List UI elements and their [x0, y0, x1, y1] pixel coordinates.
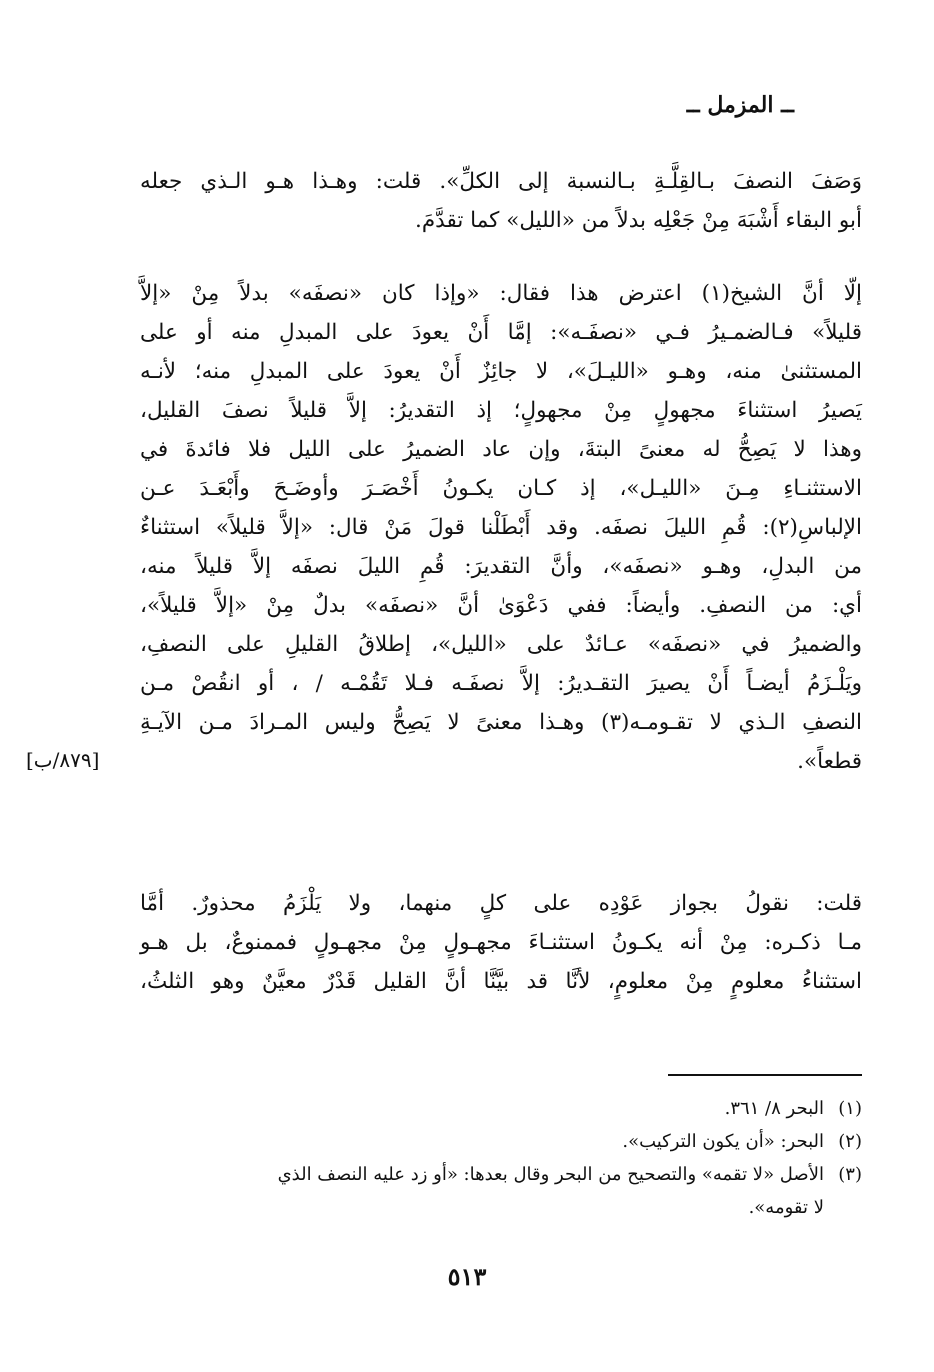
text-line: وَصَفَ النصفَ بـالقِلَّـةِ بـالنسبة إلى الكلِّ». قلت: وهـذا هـو الـذي جعله [140, 169, 862, 194]
footnote-number: (١) [838, 1098, 862, 1119]
text-line: مـا ذكـره: مِنْ أنه يكـونُ استثنـاءَ مجهـولٍ مِنْ مجهـولٍ فممنوعٌ، بل هـو [140, 930, 862, 955]
text-line: ويَلْـزَمُ أيضـاً أَنْ يصيرَ التقـديرُ: إلاَّ نصفَـه فـلا تَقُمْـه / ، أو انقُصْ مـن [140, 671, 862, 696]
text-line: من البدلِ، وهـو «نصفَه»، وأنَّ التقديرَ: قُمِ الليلَ نصفَه إلاَّ قليلاً منه، [140, 554, 862, 579]
text-line: أي: من النصفِ. وأيضاً: ففي دَعْوَىٰ أنَّ «نصفَه» بدلٌ مِنْ «إلاَّ قليلاً»، [140, 593, 862, 618]
text-line: الاستثنـاءِ مِـنَ «الليـل»، إذ كـان يكـونُ أَخْصَـرَ وأوضَـحَ وأَبْعَـدَ عـن [140, 476, 862, 501]
text-line: قطعاً». [797, 749, 862, 774]
footnote-1 [140, 1092, 862, 1125]
footnote-text: البحر: «أن يكون التركيب». [622, 1131, 824, 1152]
text-line: قليلاً» فـالضمـيرُ فـي «نصفَـه»: إمَّا أَنْ يعودَ على المبدلِ منه أو على [140, 320, 862, 345]
text-line: استثناءُ معلومٍ مِنْ معلومٍ، لأنَّا قد بيَّنَّا أنَّ القليل قَدْرٌ معيَّنٌ وهو الثلثُ، [140, 969, 862, 994]
text-line: يَصيرُ استثناءَ مجهولٍ مِنْ مجهولٍ؛ إذ التقديرُ: إلاَّ قليلاً نصفَ القليل، [140, 398, 862, 423]
text-line: المستثنىٰ منه، وهـو «الليـلَ»، لا جائِزٌ أَنْ يعودَ على المبدلِ منه؛ لأنـه [140, 359, 862, 384]
text-line: إلّا أنَّ الشيخ(١) اعترض هذا فقال: «وإذا كان «نصفَه» بدلاً مِنْ «إلاَّ [140, 281, 863, 306]
paragraph-1 [140, 162, 862, 240]
paragraph-3 [140, 884, 862, 1001]
footnote-2 [140, 1125, 862, 1158]
footnote-text: البحر ٨/ ٣٦١. [724, 1098, 824, 1119]
footnote-continuation: لا تقومه». [748, 1197, 824, 1218]
footnote-3 [140, 1158, 862, 1191]
footnote-text: الأصل «لا تقمه» والتصحيح من البحر وقال بعدها: «أو زد عليه النصف الذي [277, 1164, 824, 1185]
footnotes [140, 1092, 862, 1224]
footnote-number: (٢) [838, 1131, 862, 1152]
footnote-number: (٣) [838, 1164, 862, 1185]
page-number: ٥١٣ [447, 1262, 487, 1291]
text-line: وهذا لا يَصِحُّ له معنىً البتةَ، وإن عاد الضميرُ على الليل فلا فائدةَ في [140, 437, 862, 462]
text-line: أبو البقاء أَشْبَهَ مِنْ جَعْلِه بدلاً من «الليل» كما تقدَّمَ. [415, 208, 862, 233]
footnote-separator [668, 1074, 862, 1076]
text-line: قلت: نقولُ بجواز عَوْدِه على كلٍ منهما، ولا يَلْزَمُ محذورٌ. أمَّا [140, 891, 862, 916]
manuscript-folio-reference: [٨٧٩/ب] [26, 748, 100, 772]
text-line: الإلباسِ(٢): قُمِ الليلَ نصفَه. وقد أَبْطَلْنا قولَ مَنْ قال: «إلاَّ قليلاً» استثناءٌ [140, 515, 862, 540]
text-line: النصفِ الـذي لا تقـومـه(٣) وهـذا معنىً لا يَصِحُّ وليس المـرادَ مـن الآيـةِ [140, 710, 862, 735]
running-header-title: ــ المزمل ــ [686, 92, 794, 118]
paragraph-2 [140, 274, 862, 781]
text-line: والضميرُ في «نصفَه» عـائدٌ على «الليل»، إطلاقُ القليلِ على النصفِ، [140, 632, 862, 657]
